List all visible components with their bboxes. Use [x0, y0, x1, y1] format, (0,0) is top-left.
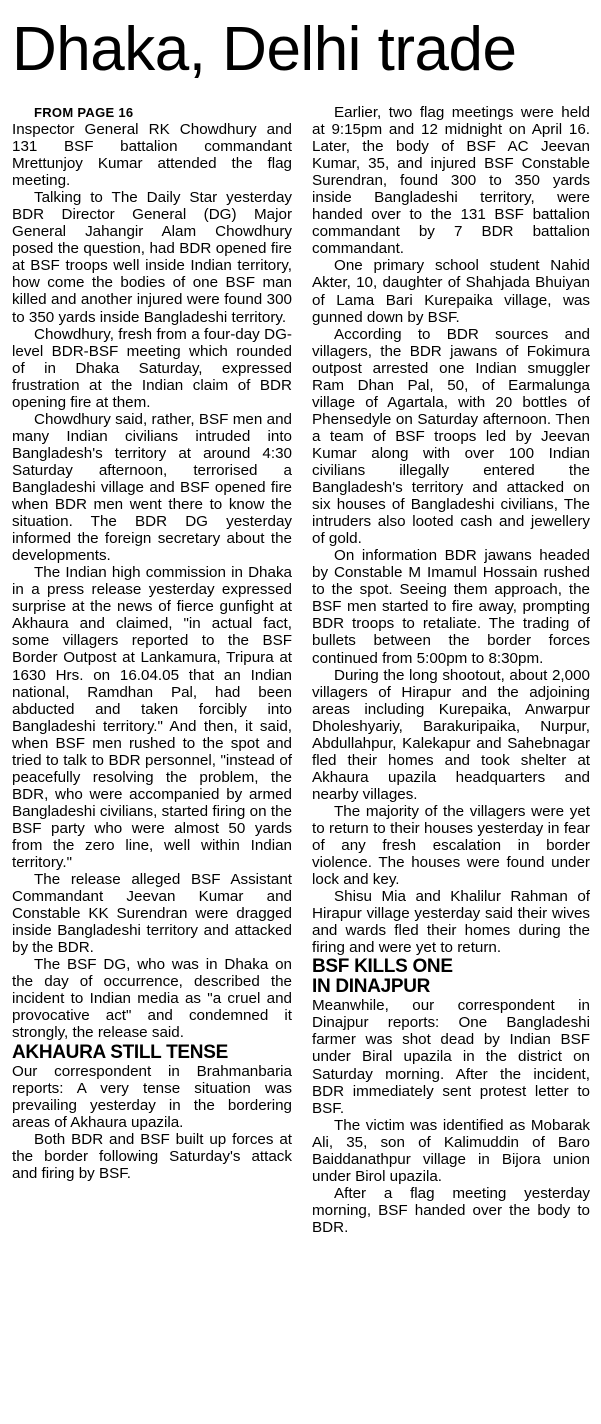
paragraph: Both BDR and BSF built up forces at the border following Saturday's attack and firing by BSF. — [12, 1130, 292, 1182]
paragraph: The release alleged BSF Assistant Commandant Jeevan Kumar and Constable KK Surendran were dragged inside Bangladeshi territory and attacked by the BDR. — [12, 871, 292, 957]
paragraph: Inspector General RK Chowdhury and 131 BSF battalion commandant Mrettunjoy Kumar attended the flag meeting. — [12, 121, 292, 190]
paragraph: The majority of the villagers were yet to return to their houses yesterday in fear of any fresh escalation in border violence. The houses were found under lock and key. — [312, 802, 590, 889]
paragraph: Meanwhile, our correspondent in Dinajpur reports: One Bangladeshi farmer was shot dead by Indian BSF under Biral upazila in the district on Saturday morning. After the incident, BDR immediately sent protest letter to BSF. — [312, 997, 590, 1117]
right-column — [312, 104, 590, 1236]
headline: Dhaka, Delhi trade — [12, 15, 517, 84]
paragraph: After a flag meeting yesterday morning, BSF handed over the body to BDR. — [312, 1184, 590, 1236]
paragraph: The victim was identified as Mobarak Ali, 35, son of Kalimuddin of Baro Baiddanathpur village in Bijora union under Birol upazila. — [312, 1116, 590, 1185]
paragraph: Chowdhury said, rather, BSF men and many Indian civilians intruded into Bangladesh's territory at around 4:30 Saturday afternoon, terrorised a Bangladeshi village and BSF opened fire when BDR men went there to know the situation. The BDR DG yesterday informed the foreign secretary about the developments. — [12, 410, 292, 565]
paragraph: The Indian high commission in Dhaka in a press release yesterday expressed surprise at the news of fierce gunfight at Akhaura and claimed, "in actual fact, some villagers reported to the BSF Border Outpost at Lankamura, Tripura at 1630 Hrs. on 16.04.05 that an Indian national, Ramdhan Pal, had been abducted and taken forcibly into Bangladeshi territory." And then, it said, when BSF men rushed to the spot and tried to talk to BDR personnel, "instead of peacefully resolving the problem, the BDR, who were accompanied by armed Bangladeshi civilians, started firing on the BSF party who were almost 50 yards from the zero line, well within Indian territory." — [12, 564, 292, 872]
paragraph: One primary school student Nahid Akter, 10, daughter of Shahjada Bhuiyan of Lama Bari Kurepaika village, was gunned down by BSF. — [312, 257, 590, 326]
subhead-line: IN DINAJPUR — [312, 976, 431, 998]
subhead-dinajpur — [312, 957, 590, 997]
paragraph: According to BDR sources and villagers, the BDR jawans of Fokimura outpost arrested one Indian smuggler Ram Dhan Pal, 50, of Earmalunga village of Agartala, with 20 bottles of Phensedyle on Saturday afternoon. Then a team of BSF troops led by Jeevan Kumar along with over 100 Indian civilians illegally entered the Bangladesh's territory and attacked on six houses of Bangladeshi civilians, The intruders also looted cash and jewellery of gold. — [312, 325, 590, 548]
subhead-akhaura: AKHAURA STILL TENSE — [12, 1041, 228, 1063]
kicker: FROM PAGE 16 — [34, 105, 134, 120]
paragraph: On information BDR jawans headed by Constable M Imamul Hossain rushed to the spot. Seeing them approach, the BSF men started to fire away, prompting BDR troops to retaliate. The trading of bullets between the border forces continued from 5:00pm to 8:30pm. — [312, 547, 590, 667]
paragraph: Earlier, two flag meetings were held at 9:15pm and 12 midnight on April 16. Later, the body of BSF AC Jeevan Kumar, 35, and injured BSF Constable Surendran, found 300 to 350 yards inside Bangladeshi territory, were handed over to the 131 BSF battalion commandant by 7 BDR battalion commandant. — [312, 104, 590, 258]
paragraph: The BSF DG, who was in Dhaka on the day of occurrence, described the incident to Indian media as "a cruel and provocative act" and condemned it strongly, the release said. — [12, 956, 292, 1042]
paragraph: Talking to The Daily Star yesterday BDR Director General (DG) Major General Jahangir Alam Chowdhury posed the question, had BDR opened fire at BSF troops well inside Indian territory, how come the bodies of one BSF man killed and another injured were found 300 to 350 yards inside Bangladeshi territory. — [12, 189, 292, 326]
subhead-line: BSF KILLS ONE — [312, 956, 453, 978]
paragraph: During the long shootout, about 2,000 villagers of Hirapur and the adjoining areas including Kurepaika, Anwarpur Dholeshyariy, Barakuripaika, Nurpur, Abdullahpur, Kalekapur and Sahebnagar fled their homes and took shelter at Akhaura upazila headquarters and nearby villages. — [312, 666, 590, 803]
left-column — [12, 104, 292, 1182]
paragraph: Shisu Mia and Khalilur Rahman of Hirapur village yesterday said their wives and wards fled their homes during the firing and were yet to return. — [312, 888, 590, 957]
paragraph: Chowdhury, fresh from a four-day DG-level BDR-BSF meeting which rounded of in Dhaka Saturday, expressed frustration at the Indian claim of BDR opening fire at them. — [12, 325, 292, 411]
paragraph: Our correspondent in Brahmanbaria reports: A very tense situation was prevailing yesterday in the bordering areas of Akhaura upazila. — [12, 1062, 292, 1131]
